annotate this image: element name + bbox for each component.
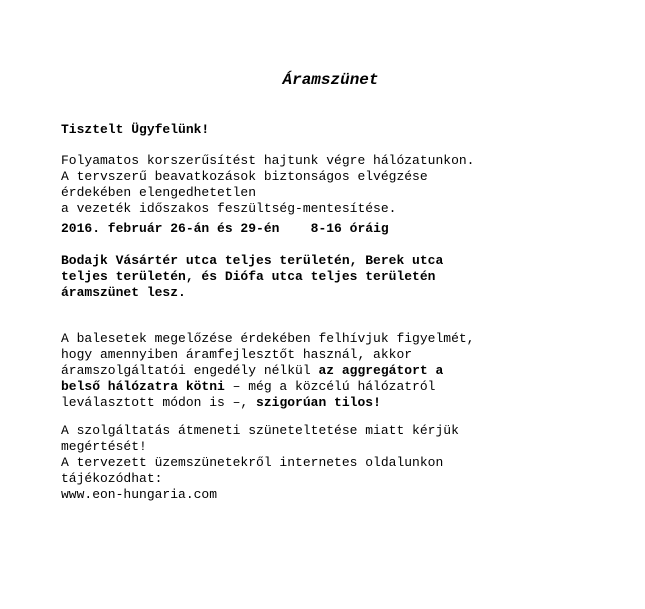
warning-paragraph bbox=[61, 331, 474, 411]
streets-line: Bodajk Vásártér utca teljes területén, Berek utca bbox=[61, 253, 444, 268]
affected-streets bbox=[61, 253, 443, 301]
closing-line: A szolgáltatás átmeneti szüneteltetése miatt kérjük bbox=[61, 423, 459, 438]
warning-prohibition: szigorúan tilos! bbox=[256, 395, 381, 410]
closing-paragraph bbox=[61, 423, 459, 503]
website-link[interactable]: www.eon-hungaria.com bbox=[61, 487, 218, 502]
closing-line: megértését! bbox=[61, 439, 147, 454]
intro-line: Folyamatos korszerűsítést hajtunk végre hálózatunkon. bbox=[61, 153, 475, 168]
closing-line: tájékozódhat: bbox=[61, 471, 163, 486]
schedule-line bbox=[61, 221, 389, 237]
intro-line: érdekében elengedhetetlen bbox=[61, 185, 257, 200]
warning-emphasis: belső hálózatra kötni bbox=[61, 379, 225, 394]
intro-line: A tervszerű beavatkozások biztonságos elvégzése bbox=[61, 169, 428, 184]
intro-line: a vezeték időszakos feszültség-mentesítése. bbox=[61, 201, 397, 216]
warning-line: A balesetek megelőzése érdekében felhívjuk figyelmét, bbox=[61, 331, 475, 346]
intro-paragraph bbox=[61, 153, 474, 217]
greeting: Tisztelt Ügyfelünk! bbox=[61, 122, 210, 137]
notice-title: Áramszünet bbox=[282, 71, 379, 89]
warning-line: leválasztott módon is –, bbox=[61, 395, 257, 410]
streets-line: teljes területén, és Diófa utca teljes területén bbox=[61, 269, 436, 284]
warning-emphasis: az aggregátort a bbox=[318, 363, 444, 378]
streets-line: áramszünet lesz. bbox=[61, 285, 186, 300]
warning-line: – még a közcélú hálózatról bbox=[224, 379, 436, 394]
warning-line: hogy amennyiben áramfejlesztőt használ, akkor bbox=[61, 347, 413, 362]
warning-line: áramszolgáltatói engedély nélkül bbox=[61, 363, 319, 378]
schedule-date: 2016. február 26-án és 29-én bbox=[61, 221, 280, 236]
schedule-time: 8-16 óráig bbox=[310, 221, 389, 236]
closing-line: A tervezett üzemszünetekről internetes oldalunkon bbox=[61, 455, 444, 470]
